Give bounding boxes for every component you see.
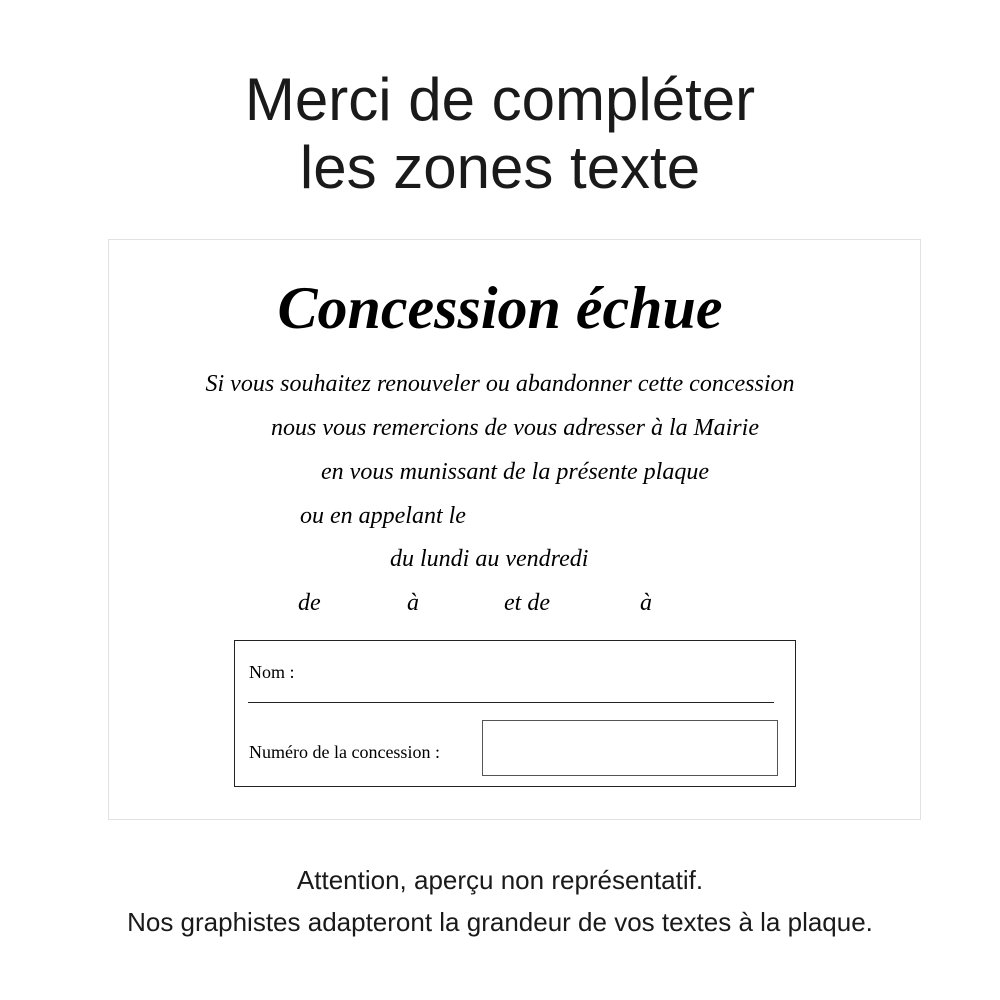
disclaimer-line-1: Attention, aperçu non représentatif. (296, 865, 704, 895)
name-label: Nom : (249, 662, 295, 682)
plaque-text-line-1: Si vous souhaitez renouveler ou abandonner cette concession (205, 371, 795, 397)
name-field[interactable] (248, 702, 774, 703)
page-heading-line-1: Merci de compléter (244, 66, 756, 133)
hours-to-label-1: à (407, 590, 419, 616)
disclaimer-line-2: Nos graphistes adapteront la grandeur de vos textes à la plaque. (127, 907, 873, 937)
plaque-text-line-phone: ou en appelant le (300, 503, 466, 529)
page-heading-line-2: les zones texte (299, 134, 701, 201)
concession-number-label: Numéro de la concession : (249, 742, 440, 762)
hours-to-label-2: à (640, 590, 652, 616)
plaque-text-line-2: nous vous remercions de vous adresser à la Mairie (271, 415, 759, 441)
plaque-title: Concession échue (277, 275, 723, 341)
hours-and-from-label: et de (504, 590, 550, 616)
plaque-text-line-days: du lundi au vendredi (390, 546, 589, 572)
concession-number-field[interactable] (482, 720, 778, 776)
plaque-text-line-3: en vous munissant de la présente plaque (321, 459, 709, 485)
hours-from-label: de (298, 590, 321, 616)
